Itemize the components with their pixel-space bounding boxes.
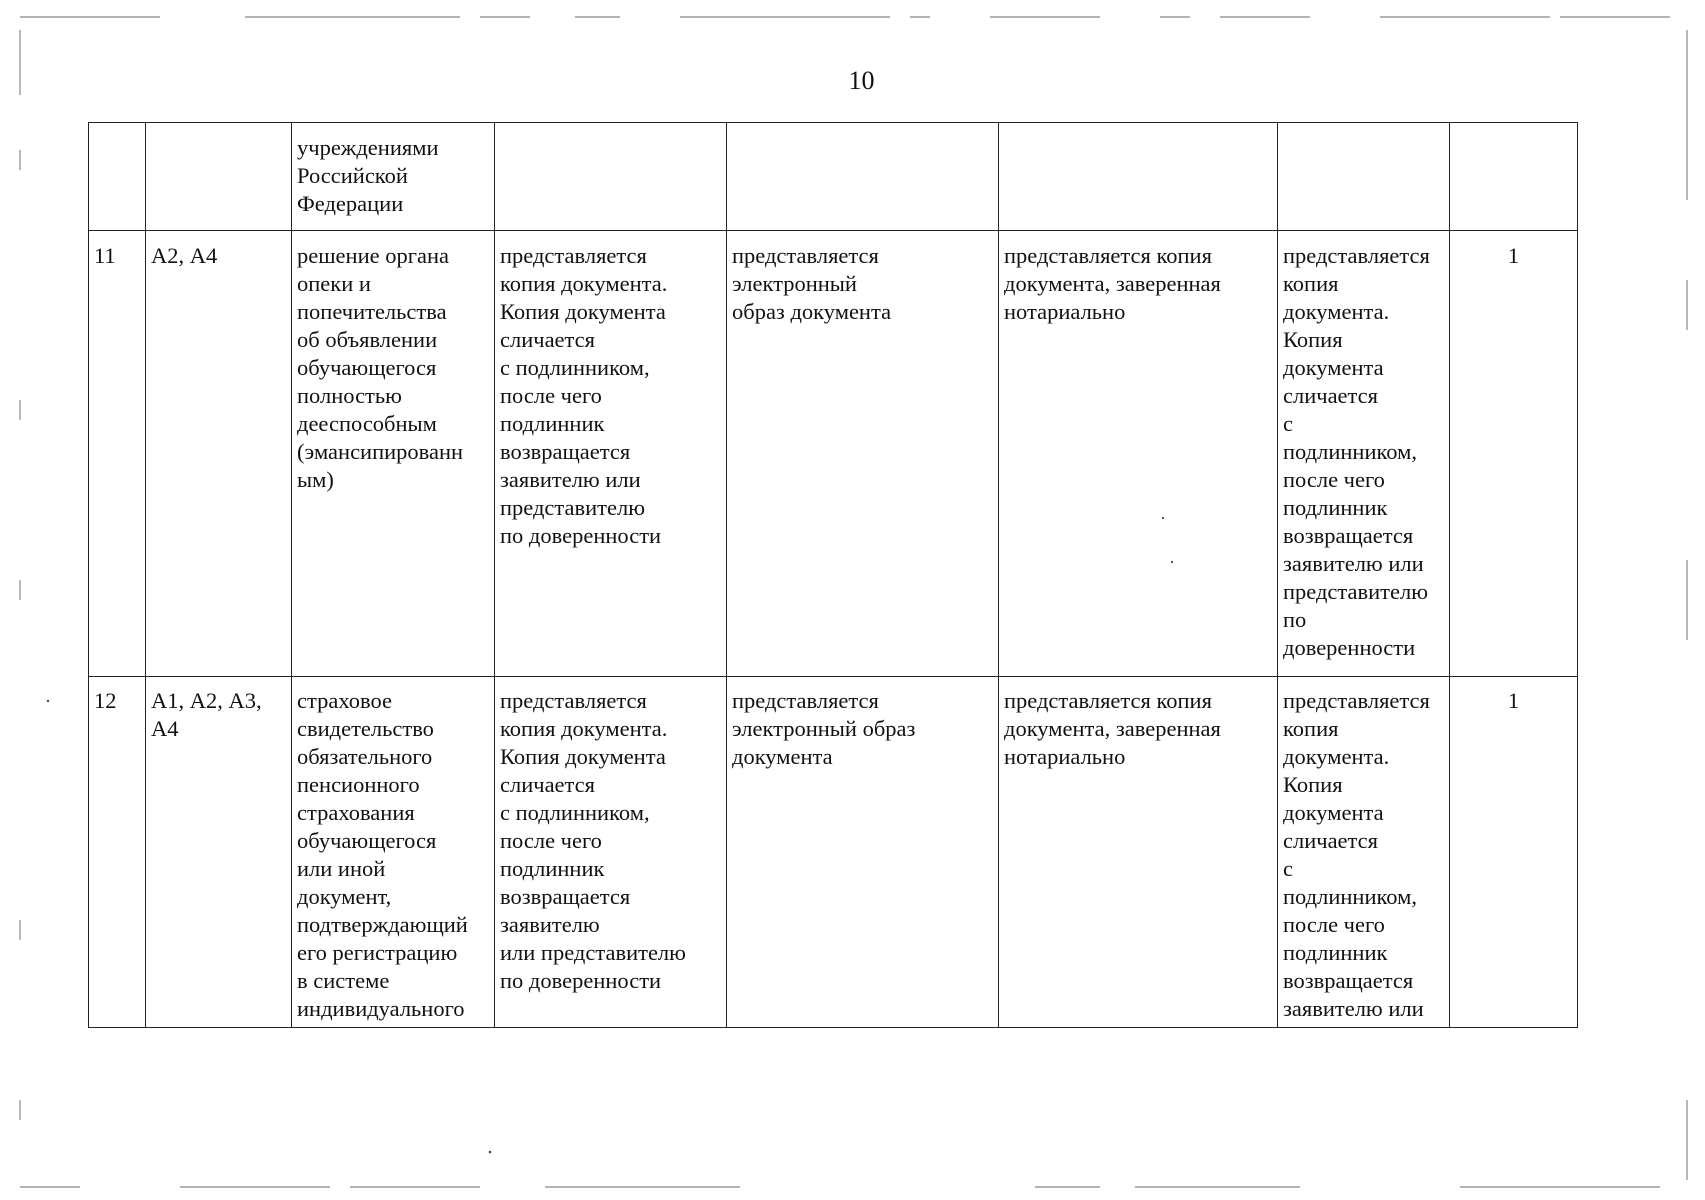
applicant-codes-cell: А2, А4 xyxy=(146,231,292,677)
mail-submission-cell: представляется копия документа, заверенная нотариально xyxy=(999,677,1278,1028)
copies-count-cell: 1 xyxy=(1450,231,1578,677)
row-number-cell: 11 xyxy=(89,231,146,677)
in-person-submission-cell: представляется копия документа. Копия документа сличается с подлинником, после чего подлинник возвращается заявителю или представителю по доверенности xyxy=(495,677,727,1028)
table-row xyxy=(89,677,1578,1028)
electronic-submission-cell: представляется электронный образ документа xyxy=(727,677,999,1028)
mfc-submission-cell xyxy=(1278,123,1450,231)
electronic-submission-cell: представляется электронный образ документа xyxy=(727,231,999,677)
copies-count-cell: 1 xyxy=(1450,677,1578,1028)
applicant-codes-cell: А1, А2, А3, А4 xyxy=(146,677,292,1028)
page-number: 10 xyxy=(848,66,875,95)
document-name-cell: решение органа опеки и попечительства об объявлении обучающегося полностью дееспособным (эмансипированн ым) xyxy=(292,231,495,677)
applicant-codes-cell xyxy=(146,123,292,231)
copies-count-cell xyxy=(1450,123,1578,231)
mail-submission-cell: представляется копия документа, заверенная нотариально xyxy=(999,231,1278,677)
electronic-submission-cell xyxy=(727,123,999,231)
row-number-cell: 12 xyxy=(89,677,146,1028)
documents-table xyxy=(88,122,1578,1028)
mfc-submission-cell: представляется копия документа. Копия документа сличается с подлинником, после чего подлинник возвращается заявителю или xyxy=(1278,677,1450,1028)
table-row xyxy=(89,123,1578,231)
document-name-cell: учреждениями Российской Федерации xyxy=(292,123,495,231)
row-number-cell xyxy=(89,123,146,231)
mail-submission-cell xyxy=(999,123,1278,231)
in-person-submission-cell: представляется копия документа. Копия документа сличается с подлинником, после чего подлинник возвращается заявителю или представителю по доверенности xyxy=(495,231,727,677)
mfc-submission-cell: представляется копия документа. Копия документа сличается с подлинником, после чего подлинник возвращается заявителю или представителю по доверенности xyxy=(1278,231,1450,677)
in-person-submission-cell xyxy=(495,123,727,231)
document-name-cell: страховое свидетельство обязательного пенсионного страхования обучающегося или иной документ, подтверждающий его регистрацию в системе индивидуального xyxy=(292,677,495,1028)
table-row xyxy=(89,231,1578,677)
